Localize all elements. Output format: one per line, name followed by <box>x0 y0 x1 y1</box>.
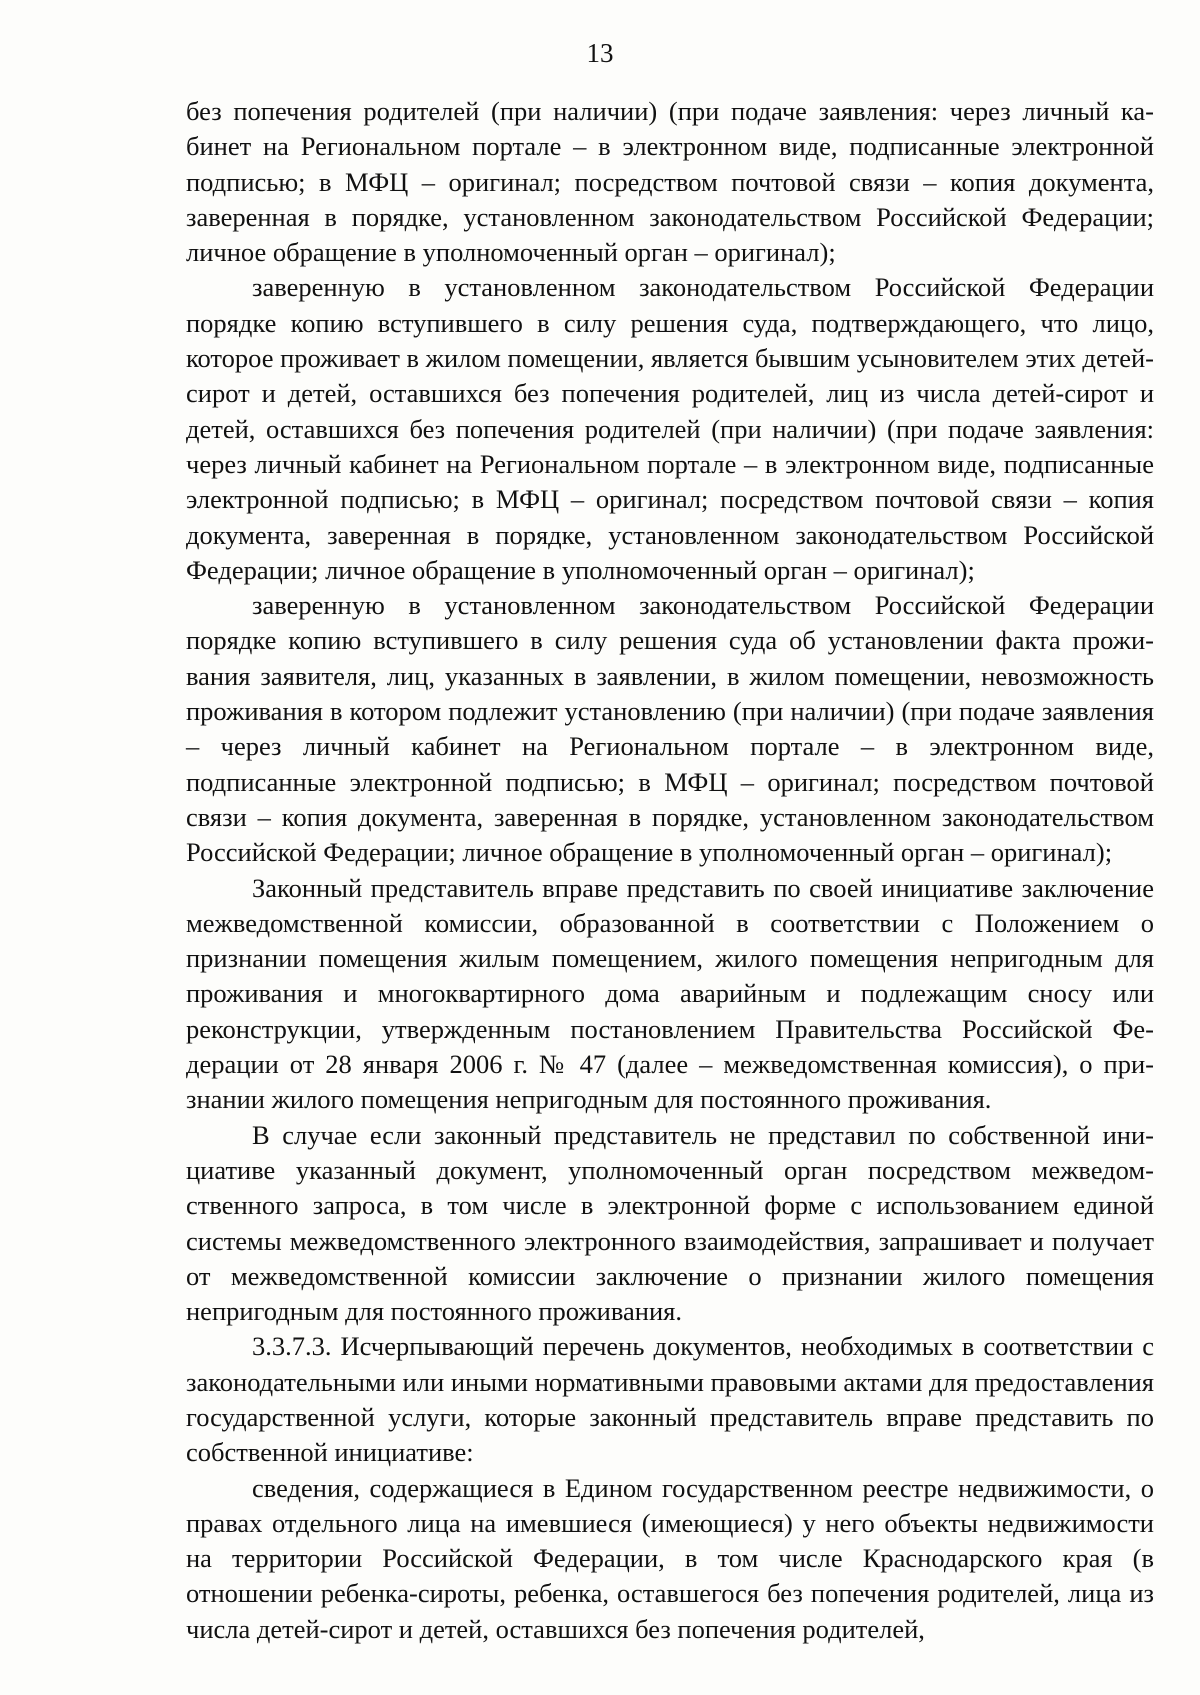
paragraph-court-decision-residence: заверенную в установленном законодательством Российской Федерации порядке копию вступившего в силу решения суда об установлении факта проживания заявителя, лиц, указанных в заявлении, в жилом помещении, невозможность проживания в котором подлежит установлению (при наличии) (при подаче заявления – через личный кабинет на Региональном портале – в электронном виде, подписанные электронной подписью; в МФЦ – оригинал; посредством почтовой связи – копия документа, заверенная в порядке, установленном законодательством Российской Федерации; личное обращение в уполномоченный орган – оригинал); <box>186 590 1154 868</box>
page-number: 13 <box>586 38 614 68</box>
paragraph-continuation: без попечения родителей (при наличии) (при подаче заявления: через личный кабинет на Региональном портале – в электронном виде, подписанные электронной подписью; в МФЦ – оригинал; посредством почтовой связи – копия документа, заверенная в порядке, установленном законодательством Российской Федерации; личное обращение в уполномоченный орган – оригинал); <box>186 96 1154 268</box>
paragraph-section-3-3-7-3: 3.3.7.3. Исчерпывающий перечень документов, необходимых в соответствии с законодательными или иными нормативными правовыми актами для предоставления государственной услуги, которые законный представитель вправе представить по собственной инициативе: <box>186 1331 1154 1468</box>
paragraph-interagency-request: В случае если законный представитель не представил по собственной инициативе указанный документ, уполномоченный орган посредством межведомственного запроса, в том числе в электронной форме с использованием единой системы межведомственного электронного взаимодействия, запрашивает и получает от межведомственной комиссии заключение о признании жилого помещения непригодным для постоянного проживания. <box>186 1119 1154 1327</box>
paragraph-registry-information: сведения, содержащиеся в Едином государственном реестре недвижимости, о правах отдельного лица на имевшиеся (имеющиеся) у него объекты недвижимости на территории Российской Федерации, в том числе Краснодарского края (в отношении ребенка-сироты, ребенка, оставшегося без попечения родителей, лица из числа детей-сирот и детей, оставшихся без попечения родителей, <box>186 1472 1154 1644</box>
paragraph-court-decision-adopter: заверенную в установленном законодательством Российской Федерации порядке копию вступившего в силу решения суда, подтверждающего, что лицо, которое проживает в жилом помещении, является бывшим усыновителем этих детей-сирот и детей, оставшихся без попечения родителей, лиц из числа детей-сирот и детей, оставшихся без попечения родителей (при наличии) (при подаче заявления: через личный кабинет на Региональном портале – в электронном виде, подписанные электронной подписью; в МФЦ – оригинал; посредством почтовой связи – копия документа, заверенная в порядке, установленном законодательством Российской Федерации; личное обращение в уполномоченный орган – оригинал); <box>186 272 1155 585</box>
paragraph-commission-conclusion: Законный представитель вправе представить по своей инициативе заключение межведомственной комиссии, образованной в соответствии с Положением о признании помещения жилым помещением, жилого помещения непригодным для проживания и многоквартирного дома аварийным и подлежащим сносу или реконструкции, утвержденным постановлением Правительства Российской Федерации от 28 января 2006 г. № 47 (далее – межведомственная комиссия), о признании жилого помещения непригодным для постоянного проживания. <box>186 872 1154 1115</box>
document-body <box>186 94 1154 1647</box>
